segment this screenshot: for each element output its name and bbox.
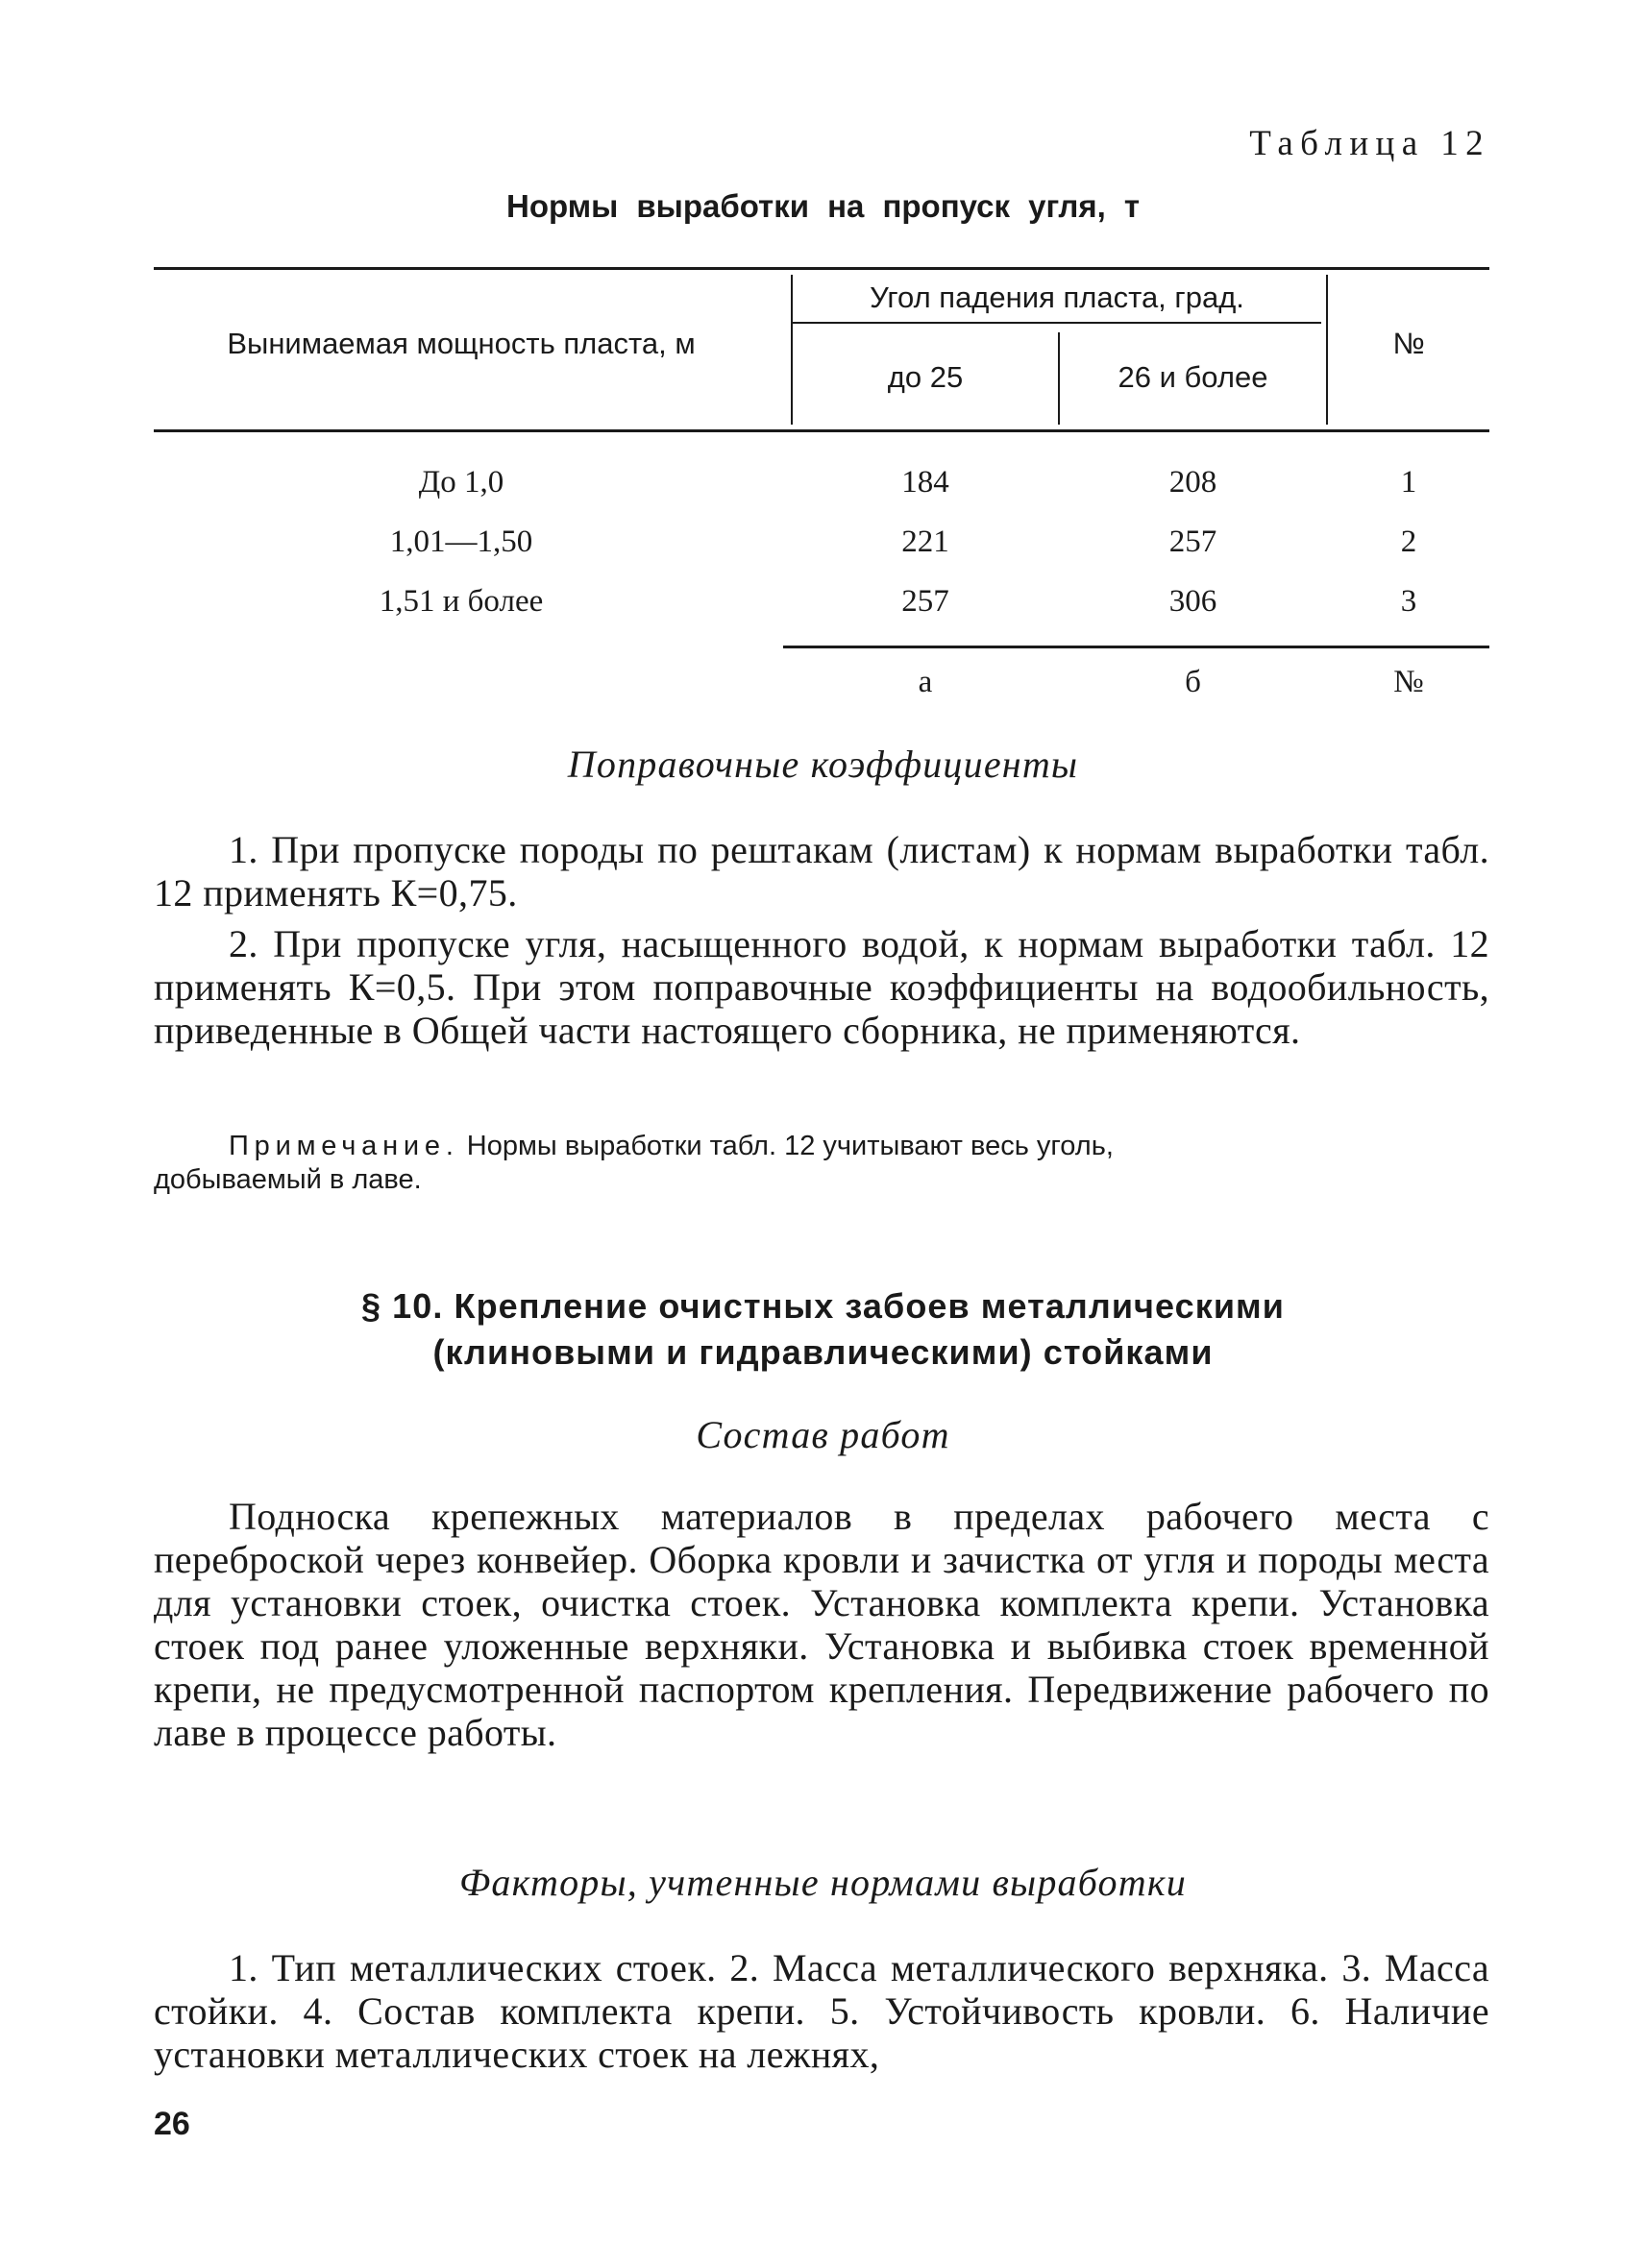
- header-angle-26-plus: 26 и более: [1118, 360, 1268, 394]
- correction-item-1: 1. При пропуске породы по рештакам (листам) к нормам выработки табл. 12 применять К=0,75.: [154, 828, 1489, 915]
- cell-a: 184: [901, 465, 949, 500]
- output-norms-table: [154, 267, 1489, 699]
- header-bottom-rule: [154, 429, 1489, 432]
- note-text-line1: Нормы выработки табл. 12 учитывают весь уголь,: [458, 1131, 1114, 1161]
- note-text-line2: добываемый в лаве.: [154, 1164, 422, 1195]
- cell-b: 257: [1168, 524, 1217, 559]
- cell-a: 221: [901, 524, 949, 559]
- cell-b: 306: [1168, 584, 1217, 619]
- page-number: 26: [154, 2106, 190, 2142]
- table-note: [154, 1130, 1489, 1197]
- angle-header-rule: [793, 322, 1321, 324]
- section-title-line2: (клиновыми и гидравлическими) стойками: [432, 1332, 1214, 1372]
- cell-number: 2: [1400, 524, 1417, 559]
- header-number: №: [1392, 327, 1425, 360]
- body-bottom-rule: [783, 646, 1489, 648]
- factors-text: 1. Тип металлических стоек. 2. Масса металлического верхняка. 3. Масса стойки. 4. Состав комплекта крепи. 5. Устойчивость кровли. 6. Наличие установки металлических стоек на лежнях,: [154, 1946, 1489, 2076]
- cell-thickness: До 1,0: [418, 465, 504, 500]
- section-title: [0, 1283, 1646, 1376]
- footer-col-a: а: [918, 665, 933, 699]
- cell-thickness: 1,51 и более: [379, 584, 544, 619]
- factors-heading: Факторы, учтенные нормами выработки: [459, 1861, 1187, 1904]
- table-title: Нормы выработки на пропуск угля, т: [505, 188, 1140, 224]
- footer-col-b: б: [1185, 665, 1201, 699]
- work-composition-heading: Состав работ: [696, 1413, 950, 1456]
- work-composition-text: Подноска крепежных материалов в пределах рабочего места с переброской через конвейер. Оборка кровли и зачистка от угля и породы места для установки стоек, очистка стоек. Установка комплекта крепи. Установка стоек под ранее уложенные верхняки. Установка и выбивка стоек временной крепи, не предусмотренной паспортом крепления. Передвижение рабочего по лаве в процессе работы.: [154, 1495, 1489, 1754]
- cell-b: 208: [1168, 465, 1217, 500]
- table-top-rule: [154, 267, 1489, 270]
- header-angle-up-to-25: до 25: [887, 360, 964, 394]
- section-title-line1: § 10. Крепление очистных забоев металлическими: [361, 1286, 1285, 1326]
- cell-number: 1: [1400, 465, 1417, 500]
- footer-col-number: №: [1393, 665, 1424, 699]
- corrections-heading: Поправочные коэффициенты: [567, 743, 1079, 786]
- header-thickness: Вынимаемая мощность пласта, м: [227, 327, 696, 360]
- correction-item-2: 2. При пропуске угля, насыщенного водой, к нормам выработки табл. 12 применять К=0,5. При этом поправочные коэффициенты на водообильность, приведенные в Общей части настоящего сборника, не применяются.: [154, 922, 1489, 1052]
- cell-number: 3: [1400, 584, 1417, 619]
- cell-a: 257: [901, 584, 949, 619]
- note-label: Примечание.: [229, 1131, 459, 1161]
- cell-thickness: 1,01—1,50: [389, 524, 533, 559]
- table-label: Таблица 12: [1249, 124, 1490, 163]
- header-angle: Угол падения пласта, град.: [870, 280, 1244, 314]
